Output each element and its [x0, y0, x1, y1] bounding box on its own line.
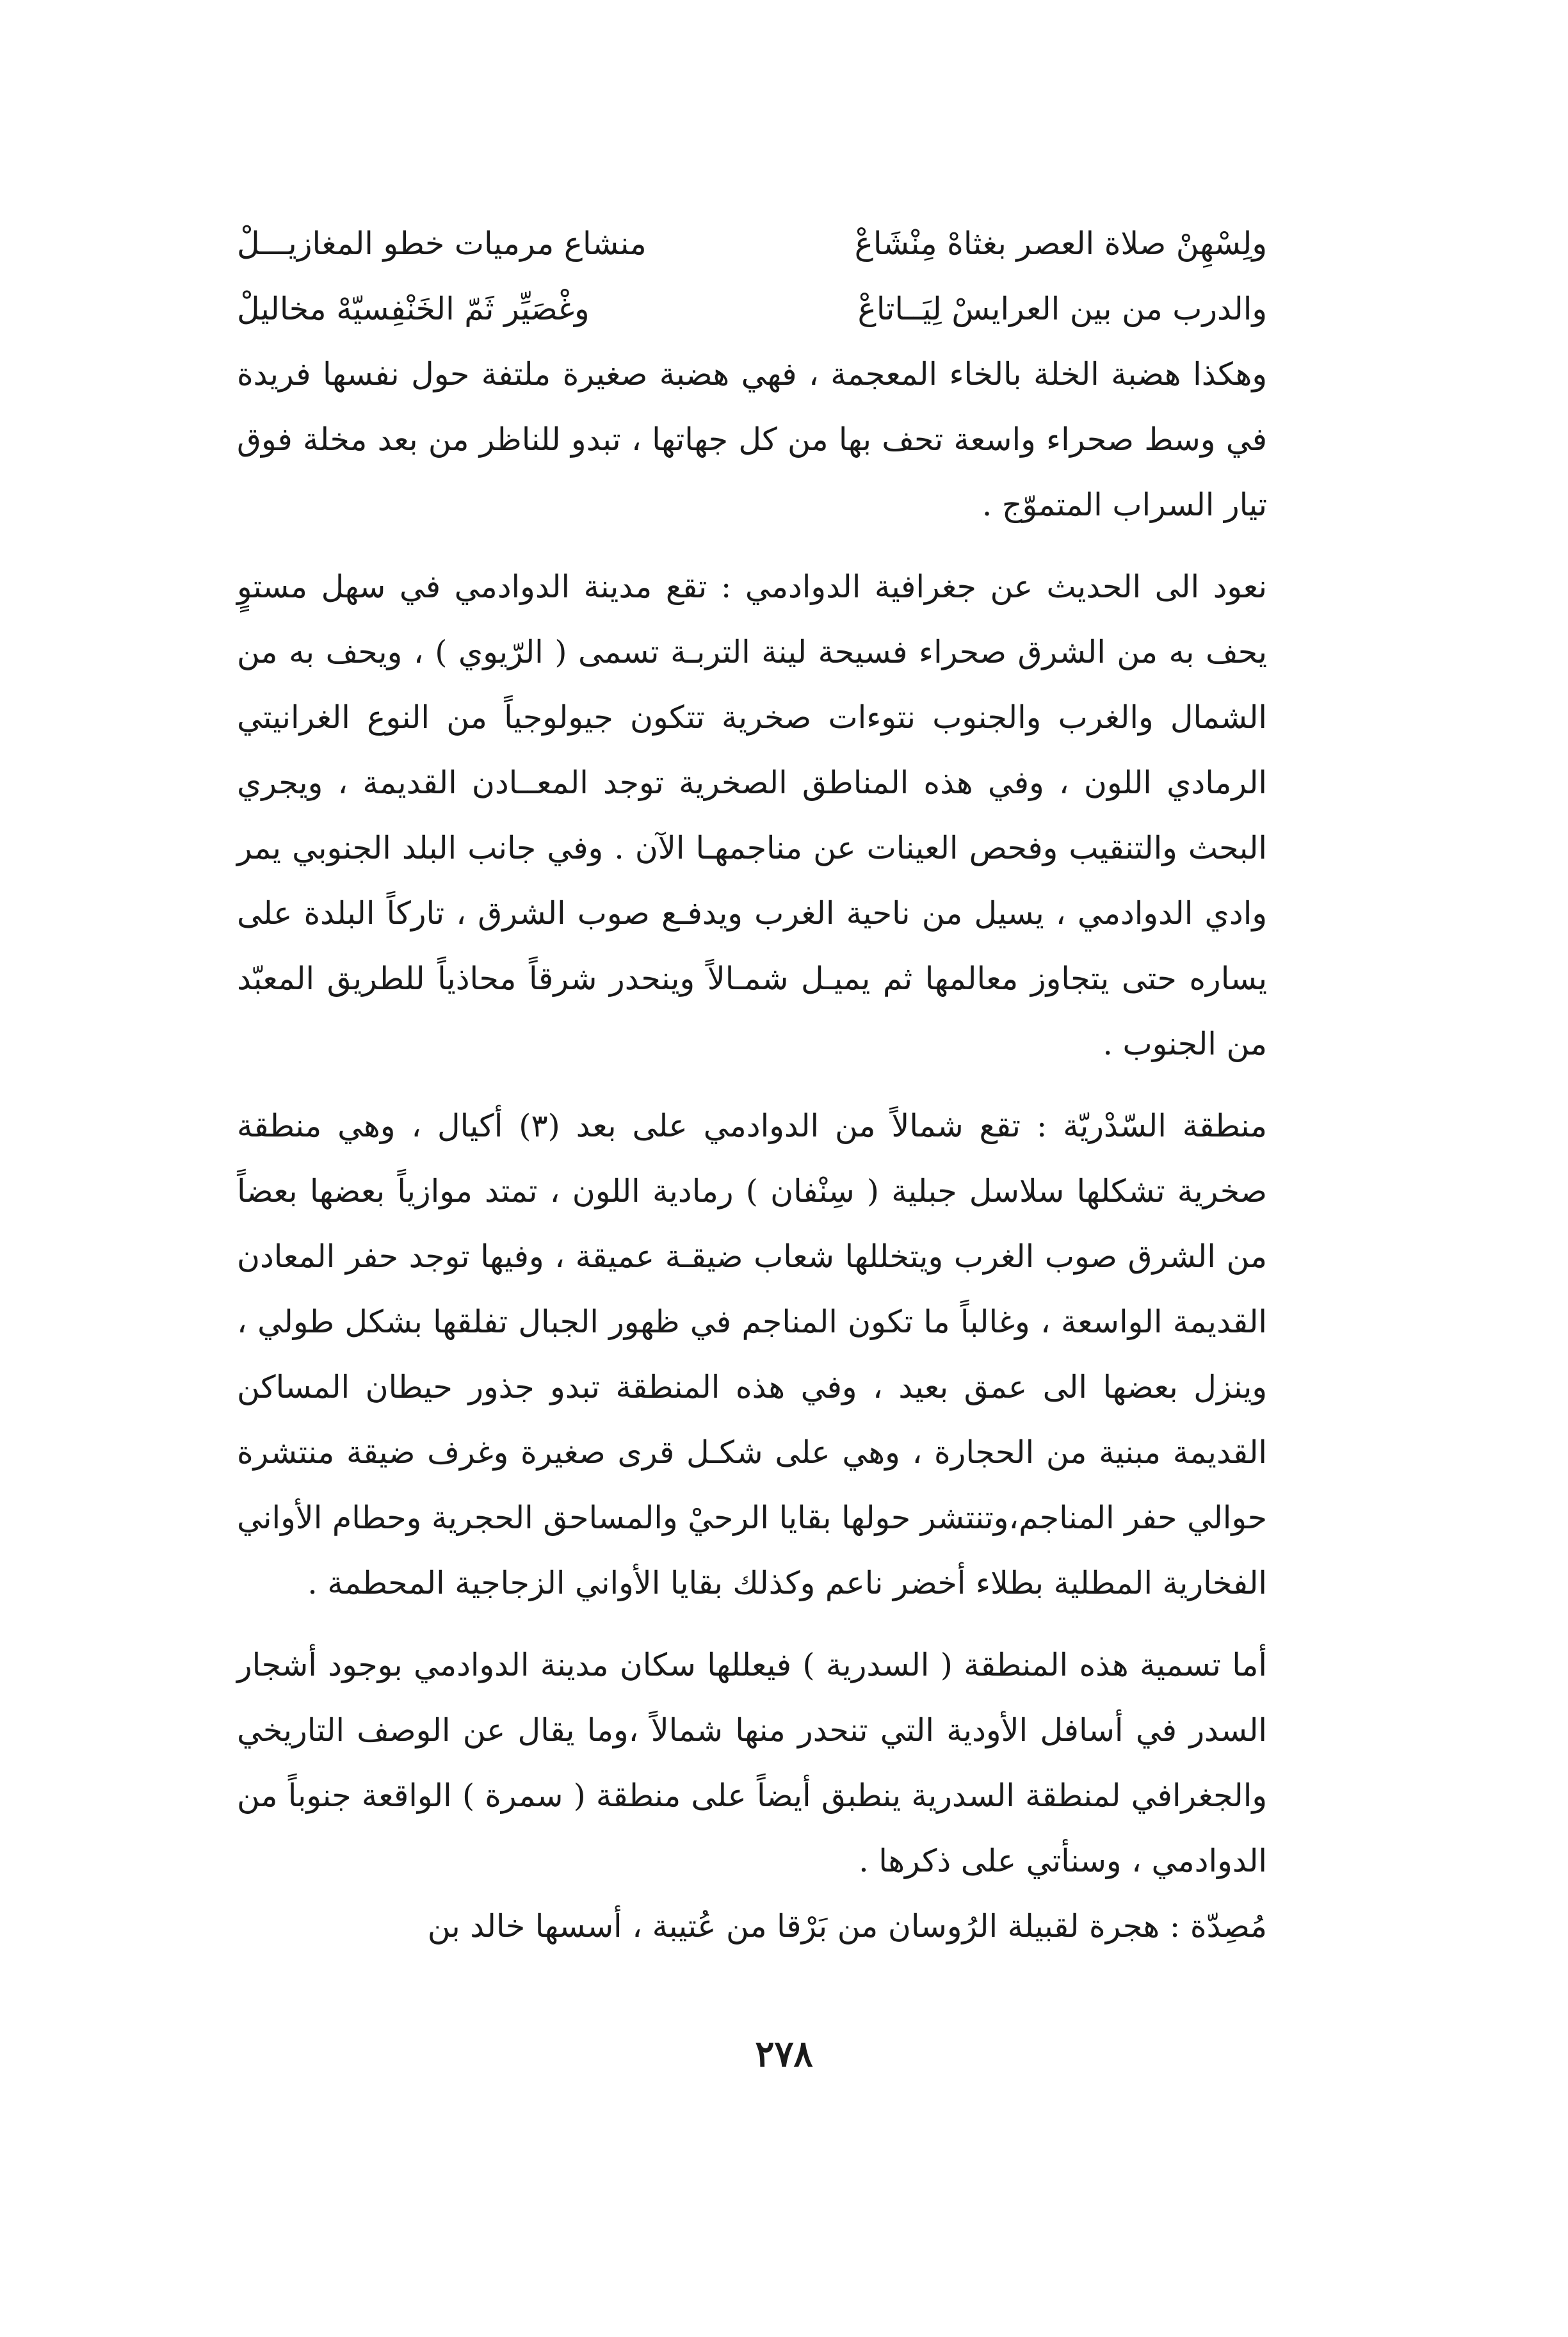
poem-verse-2 [237, 277, 1267, 342]
verse-2-first-hemistich: والدرب من بين العرايسْ لِيَــاتاعْ [857, 291, 1267, 327]
paragraph-sidriyya-region: منطقة السّدْريّة : تقع شمالاً من الدوادمي على بعد (٣) أكيال ، وهي منطقة صخرية تشكلها سلاسل جبلية ( سِنْفان ) رمادية اللون ، تمتد موازياً بعضها بعضاً من الشرق صوب الغرب ويتخللها شعاب ضيقـة عميقة ، وفيها توجد حفر المعادن القديمة الواسعة ، وغالباً ما تكون المناجم في ظهور الجبال تفلقها بشكل طولي ، وينزل بعضها الى عمق بعيد ، وفي هذه المنطقة تبدو جذور حيطان المساكن القديمة مبنية من الحجارة ، وهي على شكـل قرى صغيرة وغرف ضيقة منتشرة حوالي حفر المناجم،وتنتشر حولها بقايا الرحيْ والمساحق الحجرية وحطام الأواني الفخارية المطلية بطلاء أخضر ناعم وكذلك بقايا الأواني الزجاجية المحطمة . [237, 1108, 1267, 1601]
body-text [237, 211, 1267, 1959]
paragraph-musidda: مُصِدّة : هجرة لقبيلة الرُوسان من بَرْقا من عُتيبة ، أسسها خالد بن [427, 1908, 1267, 1945]
paragraph-khulla-plateau: وهكذا هضبة الخلة بالخاء المعجمة ، فهي هضبة صغيرة ملتفة حول نفسها فريدة في وسط صحراء واسعة تحف بها من كل جهاتها ، تبدو للناظر من بعد مخلة فوق تيار السراب المتموّج . [237, 356, 1267, 523]
verse-1-first-hemistich: ولِسْهِنْ صلاة العصر بغثاهْ مِنْشَاعْ [854, 225, 1267, 262]
page-number: ٢٧٨ [755, 2033, 813, 2075]
poem-verse-1 [237, 211, 1267, 277]
verse-2-second-hemistich: وغْصَيِّر ثَمّ الخَنْفِسيّهْ مخاليلْ [237, 291, 590, 327]
paragraph-dawadmi-geography: نعود الى الحديث عن جغرافية الدوادمي : تقع مدينة الدوادمي في سهل مستوٍ يحف به من الشرق صحراء فسيحة لينة التربـة تسمى ( الرّيوي ) ، ويحف به من الشمال والغرب والجنوب نتوءات صخرية تتكون جيولوجياً من النوع الغرانيتي الرمادي اللون ، وفي هذه المناطق الصخرية توجد المعــادن القديمة ، ويجري البحث والتنقيب وفحص العينات عن مناجمهـا الآن . وفي جانب البلد الجنوبي يمر وادي الدوادمي ، يسيل من ناحية الغرب ويدفـع صوب الشرق ، تاركاً البلدة على يساره حتى يتجاوز معالمها ثم يميـل شمـالاً وينحدر شرقاً محاذياً للطريق المعبّد من الجنوب . [237, 569, 1267, 1062]
paragraph-sidriyya-naming: أما تسمية هذه المنطقة ( السدرية ) فيعللها سكان مدينة الدوادمي بوجود أشجار السدر في أسافل الأودية التي تنحدر منها شمالاً ،وما يقال عن الوصف التاريخي والجغرافي لمنطقة السدرية ينطبق أيضاً على منطقة ( سمرة ) الواقعة جنوباً من الدوادمي ، وسنأتي على ذكرها . [237, 1647, 1267, 1879]
verse-1-second-hemistich: منشاع مرميات خطو المغازيـــلْ [237, 225, 647, 262]
